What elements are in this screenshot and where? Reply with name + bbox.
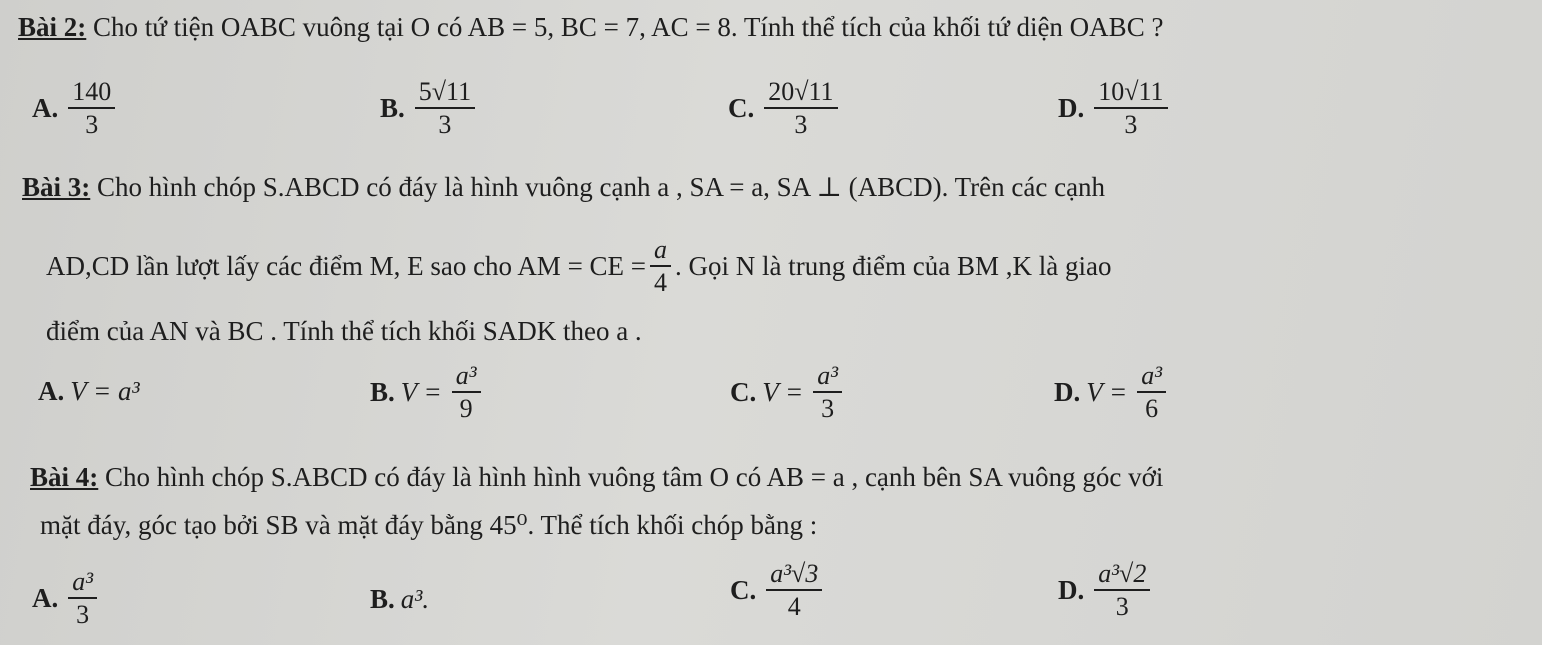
bai2-choice-a — [32, 78, 119, 139]
bai3-text-line2b: . Gọi N là trung điểm của BM ,K là giao — [675, 250, 1112, 281]
numerator: a³ — [452, 362, 481, 393]
choice-letter: A. — [32, 92, 59, 123]
fraction — [650, 236, 671, 297]
choice-letter: C. — [728, 92, 755, 123]
choice-prefix: V = — [1086, 376, 1128, 407]
bai4-choice-c — [730, 560, 826, 621]
choice-letter: B. — [370, 376, 395, 407]
denominator: 4 — [787, 592, 801, 622]
choice-letter: C. — [730, 574, 757, 605]
denominator: 3 — [1115, 592, 1129, 622]
denominator: 3 — [76, 600, 90, 630]
fraction — [68, 78, 115, 139]
denominator: 9 — [459, 394, 473, 424]
bai4-question-line2: mặt đáy, góc tạo bởi SB và mặt đáy bằng 45⁰. Thể tích khối chóp bằng : — [40, 510, 818, 540]
bai3-question-line1 — [22, 172, 1105, 203]
fraction — [1094, 78, 1167, 139]
bai3-question-line3: điểm của AN và BC . Tính thể tích khối SADK theo a . — [46, 316, 642, 346]
fraction — [813, 362, 842, 423]
numerator: 140 — [68, 78, 115, 109]
choice-letter: A. — [38, 376, 65, 406]
denominator: 3 — [1124, 110, 1138, 140]
choice-prefix: V = — [400, 376, 442, 407]
choice-letter: B. — [370, 584, 395, 614]
numerator: 20√11 — [764, 78, 837, 109]
denominator: 6 — [1145, 394, 1159, 424]
bai3-choice-d — [1054, 362, 1170, 423]
bai2-choice-d — [1058, 78, 1172, 139]
bai2-label: Bài 2: — [18, 12, 87, 42]
bai3-text-line1: Cho hình chóp S.ABCD có đáy là hình vuông cạnh a , SA = a, SA ⊥ (ABCD). Trên các cạnh — [90, 172, 1106, 202]
fraction — [415, 78, 475, 139]
bai3-choice-a — [38, 376, 140, 407]
fraction — [1094, 560, 1150, 621]
bai4-choice-a — [32, 568, 101, 629]
choice-letter: D. — [1054, 376, 1081, 407]
denominator: 4 — [654, 268, 668, 298]
choice-prefix: V = — [762, 376, 804, 407]
fraction — [452, 362, 481, 423]
bai3-choice-c — [730, 362, 846, 423]
bai4-label: Bài 4: — [30, 462, 99, 492]
bai4-question-line1 — [30, 462, 1163, 493]
fraction — [764, 78, 837, 139]
denominator: 3 — [821, 394, 835, 424]
fraction — [766, 560, 822, 621]
bai2-choice-b — [380, 78, 479, 139]
choice-text: V = a³ — [70, 376, 140, 406]
choice-letter: D. — [1058, 92, 1085, 123]
bai3-text-line2a: AD,CD lần lượt lấy các điểm M, E sao cho AM = CE = — [46, 250, 647, 281]
bai3-choice-b — [370, 362, 485, 423]
numerator: a³ — [68, 568, 97, 599]
numerator: a³ — [1137, 362, 1166, 393]
numerator: 5√11 — [415, 78, 475, 109]
bai4-text-line1: Cho hình chóp S.ABCD có đáy là hình hình vuông tâm O có AB = a , cạnh bên SA vuông góc với — [98, 462, 1164, 492]
denominator: 3 — [85, 110, 99, 140]
bai2-question — [18, 12, 1163, 43]
numerator: a³√3 — [766, 560, 822, 591]
fraction — [1137, 362, 1166, 423]
bai2-text: Cho tứ tiện OABC vuông tại O có AB = 5, BC = 7, AC = 8. Tính thể tích của khối tứ diện OABC ? — [86, 12, 1164, 42]
bai4-choice-b — [370, 584, 429, 615]
choice-letter: A. — [32, 582, 59, 613]
choice-letter: B. — [380, 92, 405, 123]
bai3-label: Bài 3: — [22, 172, 91, 202]
bai3-question-line2 — [46, 236, 1111, 297]
choice-letter: C. — [730, 376, 757, 407]
numerator: a — [650, 236, 671, 267]
denominator: 3 — [794, 110, 808, 140]
denominator: 3 — [438, 110, 452, 140]
fraction — [68, 568, 97, 629]
numerator: a³ — [813, 362, 842, 393]
bai2-choice-c — [728, 78, 842, 139]
numerator: a³√2 — [1094, 560, 1150, 591]
numerator: 10√11 — [1094, 78, 1167, 109]
choice-letter: D. — [1058, 574, 1085, 605]
bai4-choice-d — [1058, 560, 1154, 621]
choice-text: a³. — [400, 584, 430, 614]
